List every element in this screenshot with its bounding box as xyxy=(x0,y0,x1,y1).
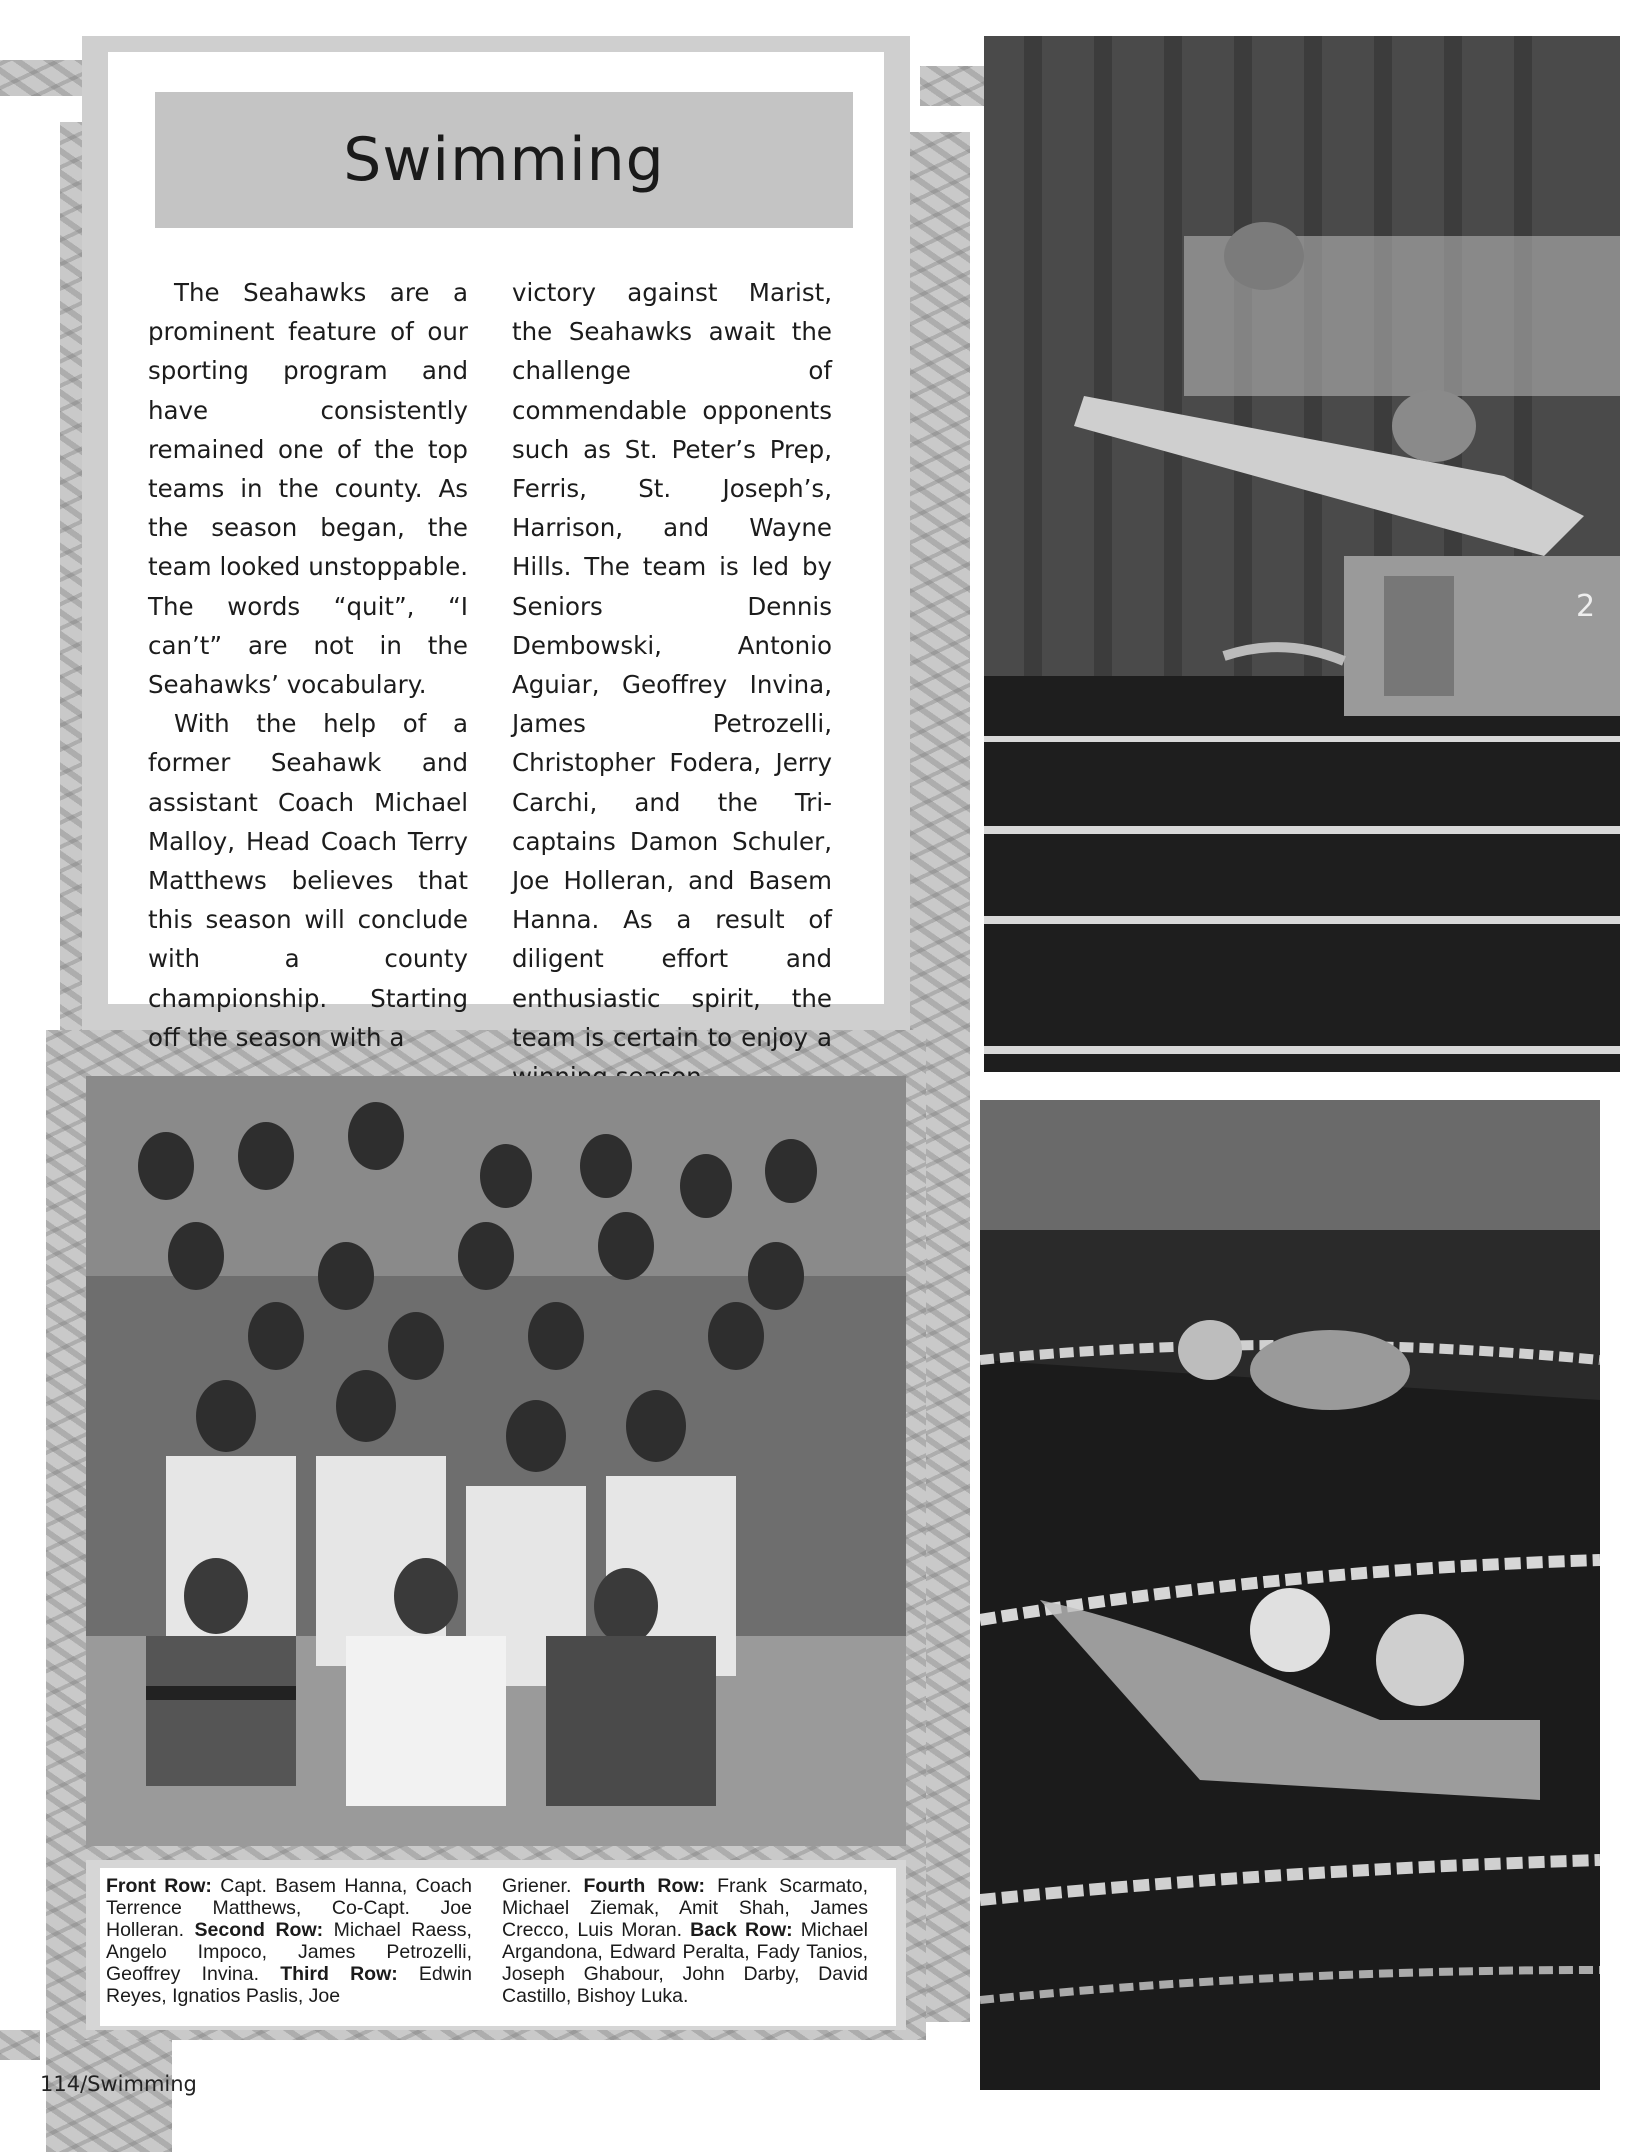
article-paragraph-1: The Seahawks are a prominent feature of our sporting program and have consistently remained one of the top teams in the county. As the season began, the team looked unstoppable. The words “quit”, “I can’t” are not in the Seahawks’ vocabulary. xyxy=(148,278,468,700)
marble-border-top-middle xyxy=(920,66,992,106)
caption-label-third-row: Third Row: xyxy=(280,1963,398,1985)
marble-bottom-strip xyxy=(46,2040,172,2152)
article-column-2 xyxy=(512,273,832,1096)
caption-label-second-row: Second Row: xyxy=(194,1919,324,1941)
marble-border-top-left xyxy=(0,60,92,96)
diving-photo-art xyxy=(984,36,1620,1072)
caption-column-2 xyxy=(502,1875,868,2007)
caption-label-fourth-row: Fourth Row: xyxy=(583,1875,706,1897)
title-banner xyxy=(155,92,853,228)
caption-column-1 xyxy=(106,1875,472,2007)
article-paragraph-3: victory against Marist, the Seahawks await the challenge of commendable opponents such as St. Peter’s Prep, Ferris, St. Joseph’s, Harrison, and Wayne Hills. The team is led by Seniors Dennis Dembowski, Antonio Aguiar, Geoffrey Invina, James Petrozelli, Christopher Fodera, Jerry Carchi, and the Tri-captains Damon Schuler, Joe Holleran, and Basem Hanna. As a result of diligent effort and enthusiastic spirit, the team is certain to enjoy a xyxy=(512,278,832,1052)
team-photo-art xyxy=(86,1076,906,1846)
caption-text-third-row: Edwin Reyes, Ignatios Paslis, Joe xyxy=(106,1963,472,2007)
caption-text-fourth-row: Frank Scarmato, Michael Ziemak, Amit Shah, James Crecco, Luis Moran. xyxy=(502,1875,868,1941)
svg-text:2: 2 xyxy=(1576,589,1596,624)
caption-text-back-row: Michael Argandona, Edward Peralta, Fady Tanios, Joseph Ghabour, John Darby, David Castillo, Bishoy Luka. xyxy=(502,1919,868,2007)
caption-text-second-row: Michael Raess, Angelo Impoco, James Petrozelli, Geoffrey Invina. xyxy=(106,1919,472,1985)
page-title: Swimming xyxy=(343,125,665,195)
page-folio: 114/Swimming xyxy=(40,2072,197,2096)
caption-label-front-row: Front Row: xyxy=(106,1875,212,1897)
article-paragraph-2: With the help of a former Seahawk and assistant Coach Michael Malloy, Head Coach Terry Matthews believes that this season will conclude with a county championship. Starting off the season with a xyxy=(148,709,468,1052)
pool-photo-art xyxy=(980,1100,1600,2090)
photo-team-group xyxy=(86,1076,906,1846)
marble-bottom-left-edge xyxy=(0,2030,40,2060)
caption-label-back-row: Back Row: xyxy=(690,1919,793,1941)
article-column-1 xyxy=(148,273,468,1057)
caption-text-front-row: Capt. Basem Hanna, Coach Terrence Matthews, Co-Capt. Joe Holleran. xyxy=(106,1875,473,1941)
caption-text-third-row-cont: Griener. xyxy=(502,1875,584,1897)
photo-swimmers-diving xyxy=(984,36,1620,1072)
photo-swimmers-in-pool xyxy=(980,1100,1600,2090)
